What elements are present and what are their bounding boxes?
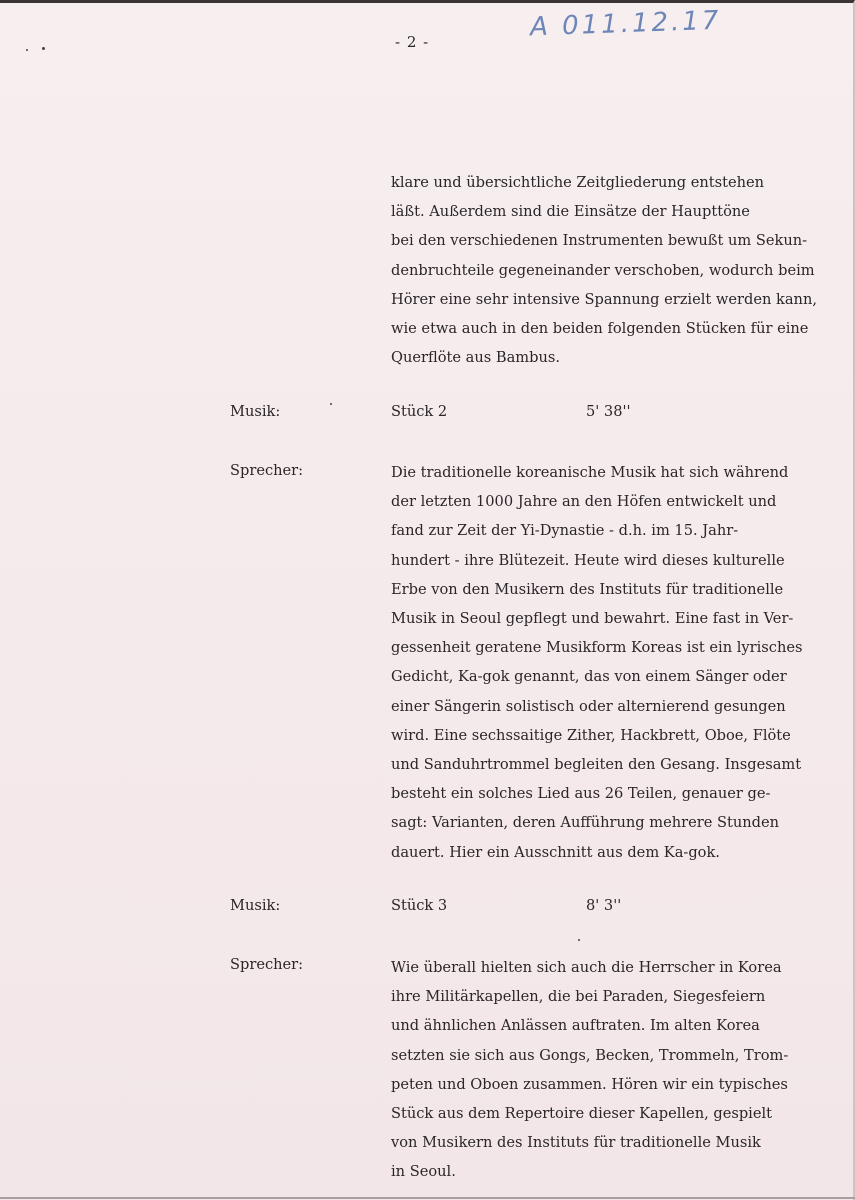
intro-paragraph: klare und übersichtliche Zeitgliederung entstehen läßt. Außerdem sind die Einsätze der Haupttöne bei den verschiedenen Instrumenten bewußt um Sekun- denbruchteile gegeneinander verschoben, wodurch beim Hörer eine sehr intensive Spannung erzielt werden kann, wie etwa auch in den beiden folgenden Stücken für eine Querflöte aus Bambus. (391, 174, 817, 367)
speaker-label: Sprecher: (230, 956, 304, 973)
scan-speck (330, 403, 332, 405)
handwritten-archive-number: A 011.12.17 (529, 5, 722, 43)
music-label: Musik: (230, 403, 281, 420)
piece-title: Stück 3 (391, 897, 448, 914)
speaker-paragraph: Die traditionelle koreanische Musik hat sich während der letzten 1000 Jahre an den Höfen entwickelt und fand zur Zeit der Yi-Dynastie - d.h. im 15. Jahr- hundert - ihre Blütezeit. Heute wird dieses kulturelle Erbe von den Musikern des Instituts für traditionelle Musik in Seoul gepflegt und bewahrt. Eine fast in Ver- gessenheit geratene Musikform Koreas ist ein lyrisches Gedicht, Ka-gok genannt, das von einem Sänger oder einer Sängerin solistisch oder alternierend gesungen wird. Eine sechssaitige Zither, Hackbrett, Oboe, Flöte und Sanduhrtrommel begleiten den Gesang. Insgesamt besteht ein solches Lied aus 26 Teilen, genauer ge- sagt: Varianten, deren Aufführung mehrere Stunden dauert. Hier ein Ausschnitt aus dem Ka-gok. (391, 464, 803, 861)
speaker-label: Sprecher: (230, 462, 304, 479)
piece-title: Stück 2 (391, 403, 448, 420)
scan-speck (26, 49, 28, 51)
scan-speck (42, 47, 45, 50)
page-number: - 2 - (395, 33, 430, 51)
speaker-paragraph: Wie überall hielten sich auch die Herrscher in Korea ihre Militärkapellen, die bei Paraden, Siegesfeiern und ähnlichen Anlässen auftraten. Im alten Korea setzten sie sich aus Gongs, Becken, Trommeln, Trom- peten und Oboen zusammen. Hören wir ein typisches Stück aus dem Repertoire dieser Kapellen, gespielt von Musikern des Instituts für traditionelle Musik in Seoul. (391, 959, 789, 1181)
music-label: Musik: (230, 897, 281, 914)
piece-duration: 5' 38'' (586, 403, 631, 420)
scan-speck (578, 939, 580, 941)
page-bottom-edge (0, 1197, 855, 1199)
piece-duration: 8' 3'' (586, 897, 622, 914)
